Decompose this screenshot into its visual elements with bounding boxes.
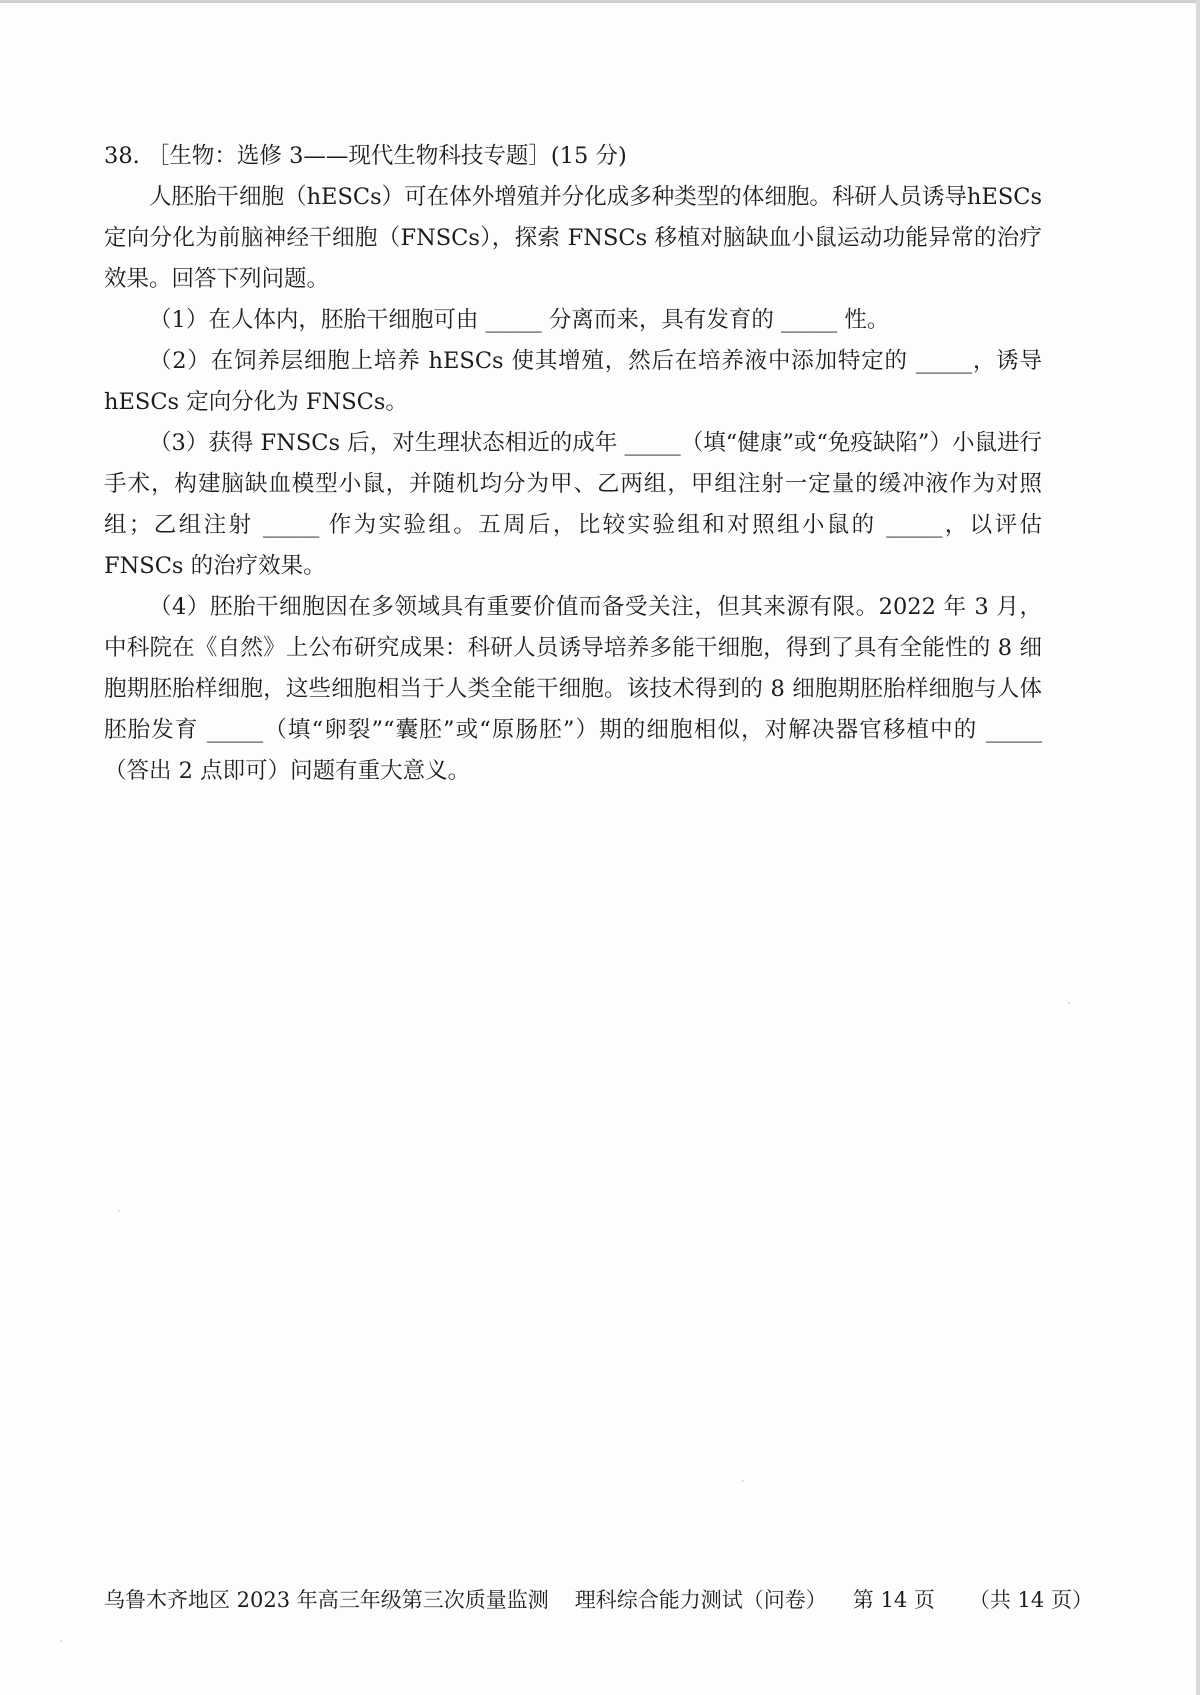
page-footer — [104, 1585, 1093, 1615]
scan-speck — [118, 1210, 120, 1212]
scan-speck — [1068, 1002, 1070, 1004]
scan-speck — [742, 1480, 744, 1482]
question-intro: 人胚胎干细胞（hESCs）可在体外增殖并分化成多种类型的体细胞。科研人员诱导hESCs 定向分化为前脑神经干细胞（FNSCs），探索 FNSCs 移植对脑缺血小鼠运动功能异常的治疗效果。回答下列问题。 — [104, 184, 1042, 292]
scan-right-edge — [1196, 0, 1200, 1695]
footer-page-number: 第 14 页 — [852, 1588, 935, 1612]
sub-question-3: （3）获得 FNSCs 后，对生理状态相近的成年 _____（填“健康”或“免疫缺陷”）小鼠进行手术，构建脑缺血模型小鼠，并随机均分为甲、乙两组，甲组注射一定量的缓冲液作为对照组；乙组注射 _____ 作为实验组。五周后，比较实验组和对照组小鼠的 _____，以评估 FNSCs 的治疗效果。 — [104, 430, 1042, 579]
scan-top-edge — [0, 0, 1200, 3]
footer-subject: 理科综合能力测试（问卷） — [574, 1588, 827, 1612]
sub-question-4: （4）胚胎干细胞因在多领域具有重要价值而备受关注，但其来源有限。2022 年 3 月，中科院在《自然》上公布研究成果：科研人员诱导培养多能干细胞，得到了具有全能性的 8 细胞期胚胎样细胞，这些细胞相当于人类全能干细胞。该技术得到的 8 细胞期胚胎样细胞与人体胚胎发育 _____（填“卵裂”“囊胚”或“原肠胚”）期的细胞相似，对解决器官移植中的 _____（答出 2 点即可）问题有重大意义。 — [104, 594, 1042, 784]
sub-question-1: （1）在人体内，胚胎干细胞可由 _____ 分离而来，具有发育的 _____ 性。 — [149, 307, 890, 333]
footer-page-total: （共 14 页） — [968, 1588, 1093, 1612]
question-block — [104, 136, 1042, 792]
question-title: 38. ［生物：选修 3——现代生物科技专题］(15 分) — [104, 143, 627, 169]
scan-speck — [60, 1640, 62, 1642]
sub-question-2: （2）在饲养层细胞上培养 hESCs 使其增殖，然后在培养液中添加特定的 _____，诱导hESCs 定向分化为 FNSCs。 — [104, 348, 1042, 415]
footer-exam-name: 乌鲁木齐地区 2023 年高三年级第三次质量监测 — [104, 1588, 549, 1612]
